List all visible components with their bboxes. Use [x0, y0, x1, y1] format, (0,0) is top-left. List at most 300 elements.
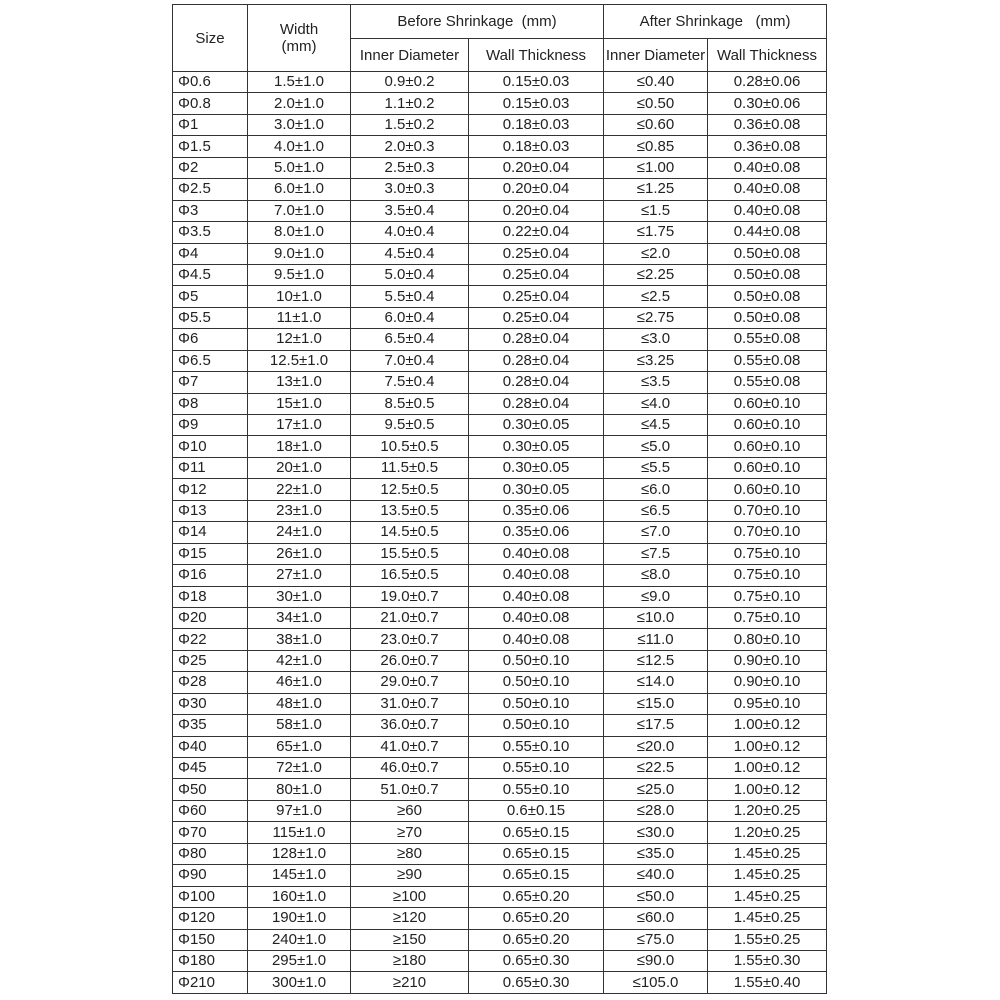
- after-wall-thickness-cell: 0.70±0.10: [708, 522, 827, 543]
- before-inner-diameter-cell: 7.5±0.4: [351, 372, 469, 393]
- after-wall-thickness-cell: 0.80±0.10: [708, 629, 827, 650]
- size-cell: Φ60: [173, 800, 248, 821]
- after-inner-diameter-cell: ≤28.0: [604, 800, 708, 821]
- after-wall-thickness-cell: 0.36±0.08: [708, 136, 827, 157]
- after-inner-diameter-cell: ≤40.0: [604, 865, 708, 886]
- table-row: [173, 93, 827, 114]
- table-row: [173, 779, 827, 800]
- after-inner-diameter-cell: ≤6.0: [604, 479, 708, 500]
- size-cell: Φ1.5: [173, 136, 248, 157]
- after-inner-diameter-cell: ≤3.25: [604, 350, 708, 371]
- after-inner-diameter-cell: ≤4.0: [604, 393, 708, 414]
- after-wall-thickness-cell: 0.44±0.08: [708, 222, 827, 243]
- before-inner-diameter-cell: 21.0±0.7: [351, 607, 469, 628]
- width-cell: 22±1.0: [248, 479, 351, 500]
- before-inner-diameter-cell: ≥90: [351, 865, 469, 886]
- width-cell: 42±1.0: [248, 650, 351, 671]
- before-wall-thickness-cell: 0.40±0.08: [469, 543, 604, 564]
- after-wall-thickness-cell: 0.90±0.10: [708, 650, 827, 671]
- after-inner-diameter-cell: ≤11.0: [604, 629, 708, 650]
- size-cell: Φ14: [173, 522, 248, 543]
- after-wall-thickness-cell: 0.50±0.08: [708, 243, 827, 264]
- before-inner-diameter-cell: 15.5±0.5: [351, 543, 469, 564]
- table-row: [173, 72, 827, 93]
- before-wall-thickness-cell: 0.65±0.30: [469, 972, 604, 993]
- before-wall-thickness-cell: 0.55±0.10: [469, 779, 604, 800]
- before-inner-diameter-cell: ≥60: [351, 800, 469, 821]
- table-row: [173, 522, 827, 543]
- before-wall-thickness-cell: 0.25±0.04: [469, 243, 604, 264]
- after-inner-diameter-cell: ≤12.5: [604, 650, 708, 671]
- before-inner-diameter-cell: 6.5±0.4: [351, 329, 469, 350]
- size-cell: Φ12: [173, 479, 248, 500]
- after-inner-diameter-cell: ≤7.5: [604, 543, 708, 564]
- table-row: [173, 672, 827, 693]
- size-cell: Φ8: [173, 393, 248, 414]
- after-wall-thickness-cell: 0.55±0.08: [708, 329, 827, 350]
- before-wall-thickness-cell: 0.28±0.04: [469, 329, 604, 350]
- after-wall-thickness-cell: 0.60±0.10: [708, 393, 827, 414]
- table-row: [173, 886, 827, 907]
- after-inner-diameter-cell: ≤0.50: [604, 93, 708, 114]
- after-wall-thickness-cell: 0.95±0.10: [708, 693, 827, 714]
- size-cell: Φ7: [173, 372, 248, 393]
- width-cell: 65±1.0: [248, 736, 351, 757]
- after-inner-diameter-cell: ≤30.0: [604, 822, 708, 843]
- before-inner-diameter-cell: 1.1±0.2: [351, 93, 469, 114]
- after-inner-diameter-cell: ≤7.0: [604, 522, 708, 543]
- table-row: [173, 629, 827, 650]
- width-cell: 15±1.0: [248, 393, 351, 414]
- width-cell: 80±1.0: [248, 779, 351, 800]
- after-inner-diameter-cell: ≤8.0: [604, 565, 708, 586]
- after-inner-diameter-cell: ≤20.0: [604, 736, 708, 757]
- before-wall-thickness-cell: 0.40±0.08: [469, 565, 604, 586]
- before-wall-thickness-cell: 0.40±0.08: [469, 586, 604, 607]
- header-after-shrinkage: After Shrinkage (mm): [604, 5, 827, 39]
- width-cell: 300±1.0: [248, 972, 351, 993]
- before-wall-thickness-cell: 0.65±0.30: [469, 950, 604, 971]
- table-row: [173, 950, 827, 971]
- size-cell: Φ2.5: [173, 179, 248, 200]
- before-wall-thickness-cell: 0.65±0.20: [469, 908, 604, 929]
- table-header: [173, 5, 827, 72]
- before-inner-diameter-cell: 16.5±0.5: [351, 565, 469, 586]
- before-wall-thickness-cell: 0.28±0.04: [469, 372, 604, 393]
- before-wall-thickness-cell: 0.65±0.15: [469, 865, 604, 886]
- table-row: [173, 457, 827, 478]
- after-inner-diameter-cell: ≤1.5: [604, 200, 708, 221]
- after-wall-thickness-cell: 0.36±0.08: [708, 114, 827, 135]
- size-cell: Φ210: [173, 972, 248, 993]
- before-inner-diameter-cell: 5.5±0.4: [351, 286, 469, 307]
- after-wall-thickness-cell: 0.75±0.10: [708, 586, 827, 607]
- before-wall-thickness-cell: 0.28±0.04: [469, 350, 604, 371]
- size-cell: Φ18: [173, 586, 248, 607]
- width-cell: 97±1.0: [248, 800, 351, 821]
- before-inner-diameter-cell: 19.0±0.7: [351, 586, 469, 607]
- table-row: [173, 565, 827, 586]
- before-inner-diameter-cell: 10.5±0.5: [351, 436, 469, 457]
- width-cell: 6.0±1.0: [248, 179, 351, 200]
- after-inner-diameter-cell: ≤9.0: [604, 586, 708, 607]
- before-wall-thickness-cell: 0.20±0.04: [469, 200, 604, 221]
- table-row: [173, 543, 827, 564]
- after-inner-diameter-cell: ≤50.0: [604, 886, 708, 907]
- after-wall-thickness-cell: 0.28±0.06: [708, 72, 827, 93]
- size-cell: Φ35: [173, 715, 248, 736]
- size-cell: Φ3: [173, 200, 248, 221]
- before-inner-diameter-cell: 51.0±0.7: [351, 779, 469, 800]
- width-cell: 12.5±1.0: [248, 350, 351, 371]
- before-inner-diameter-cell: 0.9±0.2: [351, 72, 469, 93]
- header-before-wall-thickness: Wall Thickness: [469, 39, 604, 72]
- before-inner-diameter-cell: 1.5±0.2: [351, 114, 469, 135]
- width-cell: 10±1.0: [248, 286, 351, 307]
- after-inner-diameter-cell: ≤5.5: [604, 457, 708, 478]
- before-wall-thickness-cell: 0.40±0.08: [469, 629, 604, 650]
- width-cell: 4.0±1.0: [248, 136, 351, 157]
- after-wall-thickness-cell: 0.50±0.08: [708, 286, 827, 307]
- table-row: [173, 114, 827, 135]
- table-row: [173, 865, 827, 886]
- before-inner-diameter-cell: 4.5±0.4: [351, 243, 469, 264]
- after-wall-thickness-cell: 1.00±0.12: [708, 758, 827, 779]
- before-wall-thickness-cell: 0.50±0.10: [469, 715, 604, 736]
- size-cell: Φ90: [173, 865, 248, 886]
- size-cell: Φ45: [173, 758, 248, 779]
- before-wall-thickness-cell: 0.35±0.06: [469, 522, 604, 543]
- width-cell: 2.0±1.0: [248, 93, 351, 114]
- before-wall-thickness-cell: 0.25±0.04: [469, 286, 604, 307]
- after-inner-diameter-cell: ≤0.60: [604, 114, 708, 135]
- before-wall-thickness-cell: 0.65±0.20: [469, 886, 604, 907]
- after-wall-thickness-cell: 0.90±0.10: [708, 672, 827, 693]
- after-inner-diameter-cell: ≤1.25: [604, 179, 708, 200]
- size-cell: Φ80: [173, 843, 248, 864]
- header-width-label: Width: [279, 21, 319, 38]
- after-wall-thickness-cell: 0.60±0.10: [708, 479, 827, 500]
- table-row: [173, 393, 827, 414]
- before-wall-thickness-cell: 0.30±0.05: [469, 457, 604, 478]
- before-inner-diameter-cell: 46.0±0.7: [351, 758, 469, 779]
- before-wall-thickness-cell: 0.18±0.03: [469, 136, 604, 157]
- before-wall-thickness-cell: 0.25±0.04: [469, 264, 604, 285]
- size-cell: Φ20: [173, 607, 248, 628]
- before-wall-thickness-cell: 0.50±0.10: [469, 672, 604, 693]
- header-before-shrinkage: Before Shrinkage (mm): [351, 5, 604, 39]
- width-cell: 58±1.0: [248, 715, 351, 736]
- size-cell: Φ180: [173, 950, 248, 971]
- size-cell: Φ28: [173, 672, 248, 693]
- before-wall-thickness-cell: 0.30±0.05: [469, 415, 604, 436]
- after-wall-thickness-cell: 0.75±0.10: [708, 543, 827, 564]
- table-row: [173, 500, 827, 521]
- table-row: [173, 372, 827, 393]
- after-inner-diameter-cell: ≤60.0: [604, 908, 708, 929]
- size-cell: Φ25: [173, 650, 248, 671]
- width-cell: 5.0±1.0: [248, 157, 351, 178]
- before-wall-thickness-cell: 0.55±0.10: [469, 758, 604, 779]
- shrink-tube-spec-table: [172, 4, 827, 994]
- after-inner-diameter-cell: ≤2.0: [604, 243, 708, 264]
- after-inner-diameter-cell: ≤14.0: [604, 672, 708, 693]
- after-inner-diameter-cell: ≤2.25: [604, 264, 708, 285]
- width-cell: 145±1.0: [248, 865, 351, 886]
- header-after-inner-diameter: Inner Diameter: [604, 39, 708, 72]
- after-wall-thickness-cell: 0.70±0.10: [708, 500, 827, 521]
- after-inner-diameter-cell: ≤5.0: [604, 436, 708, 457]
- width-cell: 190±1.0: [248, 908, 351, 929]
- size-cell: Φ4: [173, 243, 248, 264]
- width-cell: 30±1.0: [248, 586, 351, 607]
- table-row: [173, 929, 827, 950]
- before-inner-diameter-cell: 4.0±0.4: [351, 222, 469, 243]
- width-cell: 12±1.0: [248, 329, 351, 350]
- after-inner-diameter-cell: ≤105.0: [604, 972, 708, 993]
- after-wall-thickness-cell: 1.55±0.30: [708, 950, 827, 971]
- width-cell: 3.0±1.0: [248, 114, 351, 135]
- after-wall-thickness-cell: 0.55±0.08: [708, 372, 827, 393]
- after-wall-thickness-cell: 0.60±0.10: [708, 415, 827, 436]
- header-before-inner-diameter: Inner Diameter: [351, 39, 469, 72]
- after-inner-diameter-cell: ≤3.5: [604, 372, 708, 393]
- width-cell: 295±1.0: [248, 950, 351, 971]
- size-cell: Φ0.6: [173, 72, 248, 93]
- after-wall-thickness-cell: 0.30±0.06: [708, 93, 827, 114]
- before-wall-thickness-cell: 0.15±0.03: [469, 93, 604, 114]
- header-width-unit: (mm): [281, 38, 317, 55]
- before-inner-diameter-cell: 5.0±0.4: [351, 264, 469, 285]
- before-inner-diameter-cell: 36.0±0.7: [351, 715, 469, 736]
- after-wall-thickness-cell: 1.55±0.40: [708, 972, 827, 993]
- table-row: [173, 736, 827, 757]
- table-row: [173, 758, 827, 779]
- size-cell: Φ5.5: [173, 307, 248, 328]
- width-cell: 27±1.0: [248, 565, 351, 586]
- before-inner-diameter-cell: 7.0±0.4: [351, 350, 469, 371]
- size-cell: Φ70: [173, 822, 248, 843]
- table-row: [173, 179, 827, 200]
- before-wall-thickness-cell: 0.55±0.10: [469, 736, 604, 757]
- width-cell: 18±1.0: [248, 436, 351, 457]
- table-row: [173, 136, 827, 157]
- size-cell: Φ5: [173, 286, 248, 307]
- after-inner-diameter-cell: ≤0.85: [604, 136, 708, 157]
- after-wall-thickness-cell: 1.20±0.25: [708, 822, 827, 843]
- after-wall-thickness-cell: 0.55±0.08: [708, 350, 827, 371]
- size-cell: Φ3.5: [173, 222, 248, 243]
- after-inner-diameter-cell: ≤75.0: [604, 929, 708, 950]
- width-cell: 20±1.0: [248, 457, 351, 478]
- after-inner-diameter-cell: ≤1.00: [604, 157, 708, 178]
- size-cell: Φ2: [173, 157, 248, 178]
- before-inner-diameter-cell: 41.0±0.7: [351, 736, 469, 757]
- width-cell: 128±1.0: [248, 843, 351, 864]
- before-inner-diameter-cell: 8.5±0.5: [351, 393, 469, 414]
- table-row: [173, 200, 827, 221]
- after-wall-thickness-cell: 1.00±0.12: [708, 715, 827, 736]
- before-wall-thickness-cell: 0.30±0.05: [469, 479, 604, 500]
- before-inner-diameter-cell: 2.0±0.3: [351, 136, 469, 157]
- after-wall-thickness-cell: 1.20±0.25: [708, 800, 827, 821]
- before-wall-thickness-cell: 0.40±0.08: [469, 607, 604, 628]
- table-row: [173, 908, 827, 929]
- width-cell: 46±1.0: [248, 672, 351, 693]
- width-cell: 26±1.0: [248, 543, 351, 564]
- size-cell: Φ0.8: [173, 93, 248, 114]
- after-wall-thickness-cell: 0.60±0.10: [708, 436, 827, 457]
- after-inner-diameter-cell: ≤1.75: [604, 222, 708, 243]
- width-cell: 34±1.0: [248, 607, 351, 628]
- size-cell: Φ1: [173, 114, 248, 135]
- size-cell: Φ30: [173, 693, 248, 714]
- size-cell: Φ13: [173, 500, 248, 521]
- after-wall-thickness-cell: 1.45±0.25: [708, 886, 827, 907]
- width-cell: 24±1.0: [248, 522, 351, 543]
- size-cell: Φ11: [173, 457, 248, 478]
- before-inner-diameter-cell: ≥180: [351, 950, 469, 971]
- size-cell: Φ15: [173, 543, 248, 564]
- before-inner-diameter-cell: 9.5±0.5: [351, 415, 469, 436]
- after-wall-thickness-cell: 0.40±0.08: [708, 200, 827, 221]
- table-row: [173, 350, 827, 371]
- table-row: [173, 243, 827, 264]
- table-row: [173, 586, 827, 607]
- size-cell: Φ40: [173, 736, 248, 757]
- table-row: [173, 800, 827, 821]
- after-inner-diameter-cell: ≤0.40: [604, 72, 708, 93]
- size-cell: Φ6.5: [173, 350, 248, 371]
- size-cell: Φ50: [173, 779, 248, 800]
- width-cell: 9.0±1.0: [248, 243, 351, 264]
- width-cell: 160±1.0: [248, 886, 351, 907]
- after-inner-diameter-cell: ≤25.0: [604, 779, 708, 800]
- size-cell: Φ150: [173, 929, 248, 950]
- before-wall-thickness-cell: 0.22±0.04: [469, 222, 604, 243]
- after-wall-thickness-cell: 1.55±0.25: [708, 929, 827, 950]
- width-cell: 13±1.0: [248, 372, 351, 393]
- table-row: [173, 715, 827, 736]
- before-inner-diameter-cell: 3.5±0.4: [351, 200, 469, 221]
- before-inner-diameter-cell: 6.0±0.4: [351, 307, 469, 328]
- before-inner-diameter-cell: 2.5±0.3: [351, 157, 469, 178]
- after-inner-diameter-cell: ≤6.5: [604, 500, 708, 521]
- table-row: [173, 479, 827, 500]
- table-row: [173, 972, 827, 993]
- after-wall-thickness-cell: 1.45±0.25: [708, 843, 827, 864]
- size-cell: Φ10: [173, 436, 248, 457]
- after-wall-thickness-cell: 0.50±0.08: [708, 307, 827, 328]
- width-cell: 240±1.0: [248, 929, 351, 950]
- table-row: [173, 607, 827, 628]
- after-wall-thickness-cell: 0.60±0.10: [708, 457, 827, 478]
- width-cell: 9.5±1.0: [248, 264, 351, 285]
- after-inner-diameter-cell: ≤3.0: [604, 329, 708, 350]
- width-cell: 7.0±1.0: [248, 200, 351, 221]
- before-inner-diameter-cell: ≥100: [351, 886, 469, 907]
- table-row: [173, 222, 827, 243]
- width-cell: 72±1.0: [248, 758, 351, 779]
- width-cell: 17±1.0: [248, 415, 351, 436]
- width-cell: 1.5±1.0: [248, 72, 351, 93]
- before-inner-diameter-cell: ≥120: [351, 908, 469, 929]
- before-wall-thickness-cell: 0.65±0.15: [469, 843, 604, 864]
- after-wall-thickness-cell: 1.00±0.12: [708, 736, 827, 757]
- before-wall-thickness-cell: 0.50±0.10: [469, 693, 604, 714]
- before-wall-thickness-cell: 0.30±0.05: [469, 436, 604, 457]
- size-cell: Φ9: [173, 415, 248, 436]
- after-wall-thickness-cell: 1.45±0.25: [708, 865, 827, 886]
- after-inner-diameter-cell: ≤2.5: [604, 286, 708, 307]
- before-wall-thickness-cell: 0.20±0.04: [469, 179, 604, 200]
- size-cell: Φ120: [173, 908, 248, 929]
- after-inner-diameter-cell: ≤10.0: [604, 607, 708, 628]
- before-wall-thickness-cell: 0.6±0.15: [469, 800, 604, 821]
- after-inner-diameter-cell: ≤17.5: [604, 715, 708, 736]
- before-inner-diameter-cell: ≥150: [351, 929, 469, 950]
- width-cell: 23±1.0: [248, 500, 351, 521]
- before-wall-thickness-cell: 0.35±0.06: [469, 500, 604, 521]
- size-cell: Φ4.5: [173, 264, 248, 285]
- before-inner-diameter-cell: 31.0±0.7: [351, 693, 469, 714]
- table-row: [173, 329, 827, 350]
- table-row: [173, 415, 827, 436]
- table-row: [173, 286, 827, 307]
- table-row: [173, 650, 827, 671]
- before-inner-diameter-cell: 14.5±0.5: [351, 522, 469, 543]
- after-inner-diameter-cell: ≤15.0: [604, 693, 708, 714]
- width-cell: 115±1.0: [248, 822, 351, 843]
- before-wall-thickness-cell: 0.65±0.20: [469, 929, 604, 950]
- table-row: [173, 436, 827, 457]
- after-wall-thickness-cell: 1.45±0.25: [708, 908, 827, 929]
- before-inner-diameter-cell: 3.0±0.3: [351, 179, 469, 200]
- table-row: [173, 822, 827, 843]
- before-inner-diameter-cell: 29.0±0.7: [351, 672, 469, 693]
- after-wall-thickness-cell: 0.75±0.10: [708, 607, 827, 628]
- before-inner-diameter-cell: 12.5±0.5: [351, 479, 469, 500]
- after-inner-diameter-cell: ≤90.0: [604, 950, 708, 971]
- before-wall-thickness-cell: 0.65±0.15: [469, 822, 604, 843]
- table-row: [173, 157, 827, 178]
- before-wall-thickness-cell: 0.20±0.04: [469, 157, 604, 178]
- width-cell: 11±1.0: [248, 307, 351, 328]
- before-inner-diameter-cell: 23.0±0.7: [351, 629, 469, 650]
- before-wall-thickness-cell: 0.25±0.04: [469, 307, 604, 328]
- width-cell: 8.0±1.0: [248, 222, 351, 243]
- before-inner-diameter-cell: ≥210: [351, 972, 469, 993]
- size-cell: Φ6: [173, 329, 248, 350]
- width-cell: 48±1.0: [248, 693, 351, 714]
- before-inner-diameter-cell: 13.5±0.5: [351, 500, 469, 521]
- after-inner-diameter-cell: ≤35.0: [604, 843, 708, 864]
- before-wall-thickness-cell: 0.28±0.04: [469, 393, 604, 414]
- width-cell: 38±1.0: [248, 629, 351, 650]
- size-cell: Φ100: [173, 886, 248, 907]
- table-row: [173, 264, 827, 285]
- table-body: [173, 72, 827, 994]
- after-wall-thickness-cell: 0.75±0.10: [708, 565, 827, 586]
- after-inner-diameter-cell: ≤22.5: [604, 758, 708, 779]
- header-after-wall-thickness: Wall Thickness: [708, 39, 827, 72]
- header-size: Size: [173, 5, 248, 72]
- before-wall-thickness-cell: 0.15±0.03: [469, 72, 604, 93]
- after-wall-thickness-cell: 0.50±0.08: [708, 264, 827, 285]
- before-inner-diameter-cell: ≥70: [351, 822, 469, 843]
- table-row: [173, 693, 827, 714]
- before-inner-diameter-cell: ≥80: [351, 843, 469, 864]
